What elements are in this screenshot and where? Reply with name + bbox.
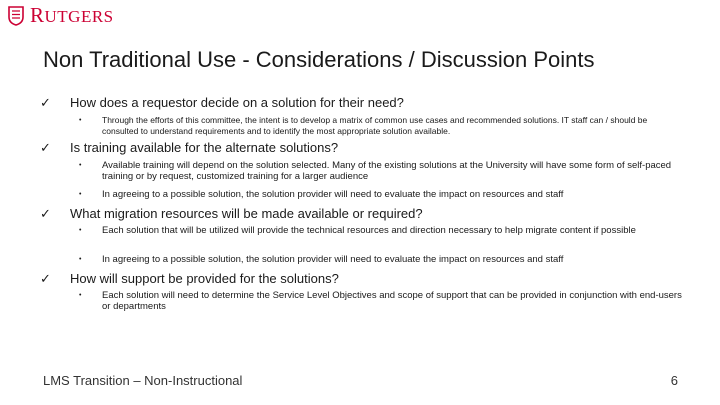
checkmark-icon: ✓ <box>40 140 51 155</box>
sub-point-text: In agreeing to a possible solution, the solution provider will need to evaluate the impact on resources and staff <box>102 189 564 200</box>
bullet-icon: • <box>79 191 82 198</box>
slide-title: Non Traditional Use - Considerations / Discussion Points <box>43 47 595 72</box>
question-text: How will support be provided for the solutions? <box>70 271 339 286</box>
footer-text: LMS Transition – Non-Instructional <box>43 373 243 388</box>
question-text: What migration resources will be made available or required? <box>70 206 423 221</box>
checkmark-icon: ✓ <box>40 206 51 221</box>
bullet-icon: • <box>79 256 82 263</box>
rutgers-logo <box>8 4 114 28</box>
bullet-icon: • <box>79 227 82 234</box>
page-number: 6 <box>670 373 678 388</box>
sub-point-text: Through the efforts of this committee, the intent is to develop a matrix of common use cases and recommended solutions. IT staff can / should be consulted to understand requirements and to identify the most appropriate solution available. <box>102 115 648 136</box>
bullet-icon: • <box>79 117 82 124</box>
checkmark-icon: ✓ <box>40 271 51 286</box>
question-text: How does a requestor decide on a solution for their need? <box>70 95 404 110</box>
sub-point-text: Available training will depend on the solution selected. Many of the existing solutions at the University will have some form of self-paced training or by request, customized training for a larger audience <box>102 160 672 182</box>
bullet-icon: • <box>79 292 82 299</box>
shield-icon <box>8 6 24 26</box>
sub-point-text: Each solution that will be utilized will provide the technical resources and direction necessary to help migrate content if possible <box>102 225 636 236</box>
sub-point-text: In agreeing to a possible solution, the solution provider will need to evaluate the impact on resources and staff <box>102 254 564 265</box>
bullet-icon: • <box>79 162 82 169</box>
question-text: Is training available for the alternate solutions? <box>70 140 339 155</box>
rutgers-wordmark: RUTGERS <box>30 3 114 27</box>
checkmark-icon: ✓ <box>40 95 51 110</box>
sub-point-text: Each solution will need to determine the Service Level Objectives and scope of support that can be provided in conjunction with end-users or departments <box>102 290 682 312</box>
